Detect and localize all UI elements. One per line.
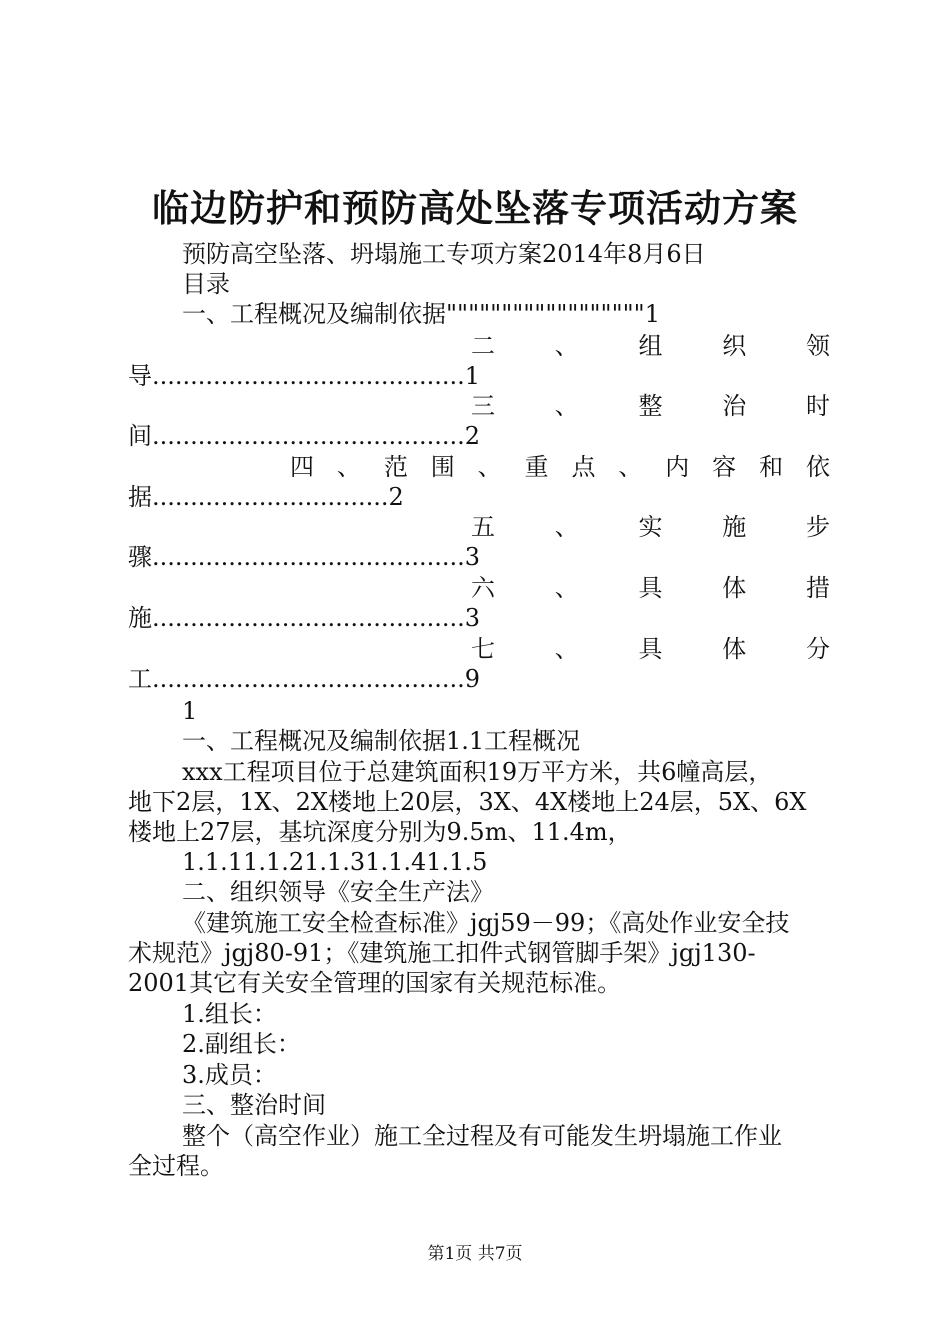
toc-char: 、 xyxy=(618,453,643,481)
toc-entry-4-head xyxy=(290,452,830,482)
toc-char: 体 xyxy=(722,574,747,602)
toc-char: 点 xyxy=(571,453,596,481)
toc-char: 、 xyxy=(554,392,579,420)
body-line: 1.1.11.1.21.1.31.1.41.1.5 xyxy=(182,848,488,876)
toc-entry-4-tail: 据...............................2 xyxy=(128,483,404,511)
toc-entry-3-head xyxy=(471,391,830,421)
toc-entry-7-head xyxy=(471,634,830,664)
toc-char: 三 xyxy=(471,392,495,420)
toc-entry-5-head xyxy=(471,512,830,542)
toc-char: 、 xyxy=(554,332,579,360)
body-line: 楼地上27层，基坑深度分别为9.5m、11.4m， xyxy=(128,818,632,846)
toc-char: 、 xyxy=(554,513,579,541)
toc-char: 、 xyxy=(336,453,361,481)
toc-char: 依 xyxy=(805,453,830,481)
body-line: 二、组织领导《安全生产法》 xyxy=(182,878,494,906)
toc-heading: 目录 xyxy=(182,270,230,298)
toc-char: 体 xyxy=(722,635,747,663)
document-title: 临边防护和预防高处坠落专项活动方案 xyxy=(152,186,798,230)
body-line: 2.副组长： xyxy=(182,1030,301,1058)
body-line: 整个（高空作业）施工全过程及有可能发生坍塌施工作业 xyxy=(182,1122,782,1150)
toc-char: 范 xyxy=(383,453,408,481)
page-footer: 第1页 共7页 xyxy=(427,1244,523,1264)
toc-char: 内 xyxy=(665,453,690,481)
toc-entry-5-tail: 骤.........................................3 xyxy=(128,543,481,571)
toc-char: 重 xyxy=(524,453,549,481)
body-line: 一、工程概况及编制依据1.1工程概况 xyxy=(182,727,581,755)
page-marker: 1 xyxy=(182,697,198,725)
body-line: 1.组长： xyxy=(182,1000,277,1028)
body-line: 2001其它有关安全管理的国家有关规范标准。 xyxy=(128,969,622,997)
body-line: xxx工程项目位于总建筑面积19万平方米，共6幢高层， xyxy=(182,758,773,786)
toc-entry-7-tail: 工.........................................9 xyxy=(128,665,481,693)
body-line: 地下2层，1X、2X楼地上20层，3X、4X楼地上24层，5X、6X xyxy=(128,788,807,816)
toc-char: 七 xyxy=(471,635,495,663)
toc-entry-3-tail: 间.........................................2 xyxy=(128,422,481,450)
toc-char: 实 xyxy=(638,513,663,541)
toc-char: 织 xyxy=(722,332,747,360)
body-line: 术规范》jgj80-91；《建筑施工扣件式钢管脚手架》jgj130- xyxy=(128,939,756,967)
toc-entry-6-tail: 施.........................................3 xyxy=(128,604,481,632)
toc-char: 分 xyxy=(806,635,830,663)
body-line: 全过程。 xyxy=(128,1152,224,1180)
toc-char: 六 xyxy=(471,574,495,602)
toc-char: 组 xyxy=(638,332,663,360)
body-line: 3.成员： xyxy=(182,1061,277,1089)
subtitle-line: 预防高空坠落、坍塌施工专项方案2014年8月6日 xyxy=(182,240,706,268)
toc-entry-1: 一、工程概况及编制依据""""""""""""""""""1 xyxy=(182,300,660,328)
toc-char: 步 xyxy=(806,513,830,541)
toc-char: 措 xyxy=(806,574,830,602)
toc-char: 施 xyxy=(722,513,747,541)
toc-char: 整 xyxy=(638,392,663,420)
toc-char: 四 xyxy=(290,453,314,481)
toc-entry-2-tail: 导.........................................1 xyxy=(128,362,481,390)
body-line: 《建筑施工安全检查标准》jgj59－99；《高处作业安全技 xyxy=(182,909,790,937)
toc-char: 二 xyxy=(471,332,495,360)
toc-char: 、 xyxy=(554,574,579,602)
toc-char: 具 xyxy=(638,635,663,663)
toc-char: 治 xyxy=(722,392,747,420)
toc-char: 和 xyxy=(759,453,784,481)
toc-entry-6-head xyxy=(471,573,830,603)
toc-entry-2-head xyxy=(471,331,830,361)
toc-char: 时 xyxy=(806,392,830,420)
toc-char: 围 xyxy=(430,453,455,481)
toc-char: 具 xyxy=(638,574,663,602)
toc-char: 、 xyxy=(554,635,579,663)
body-line: 三、整治时间 xyxy=(182,1091,326,1119)
toc-char: 容 xyxy=(712,453,737,481)
toc-char: 领 xyxy=(806,332,830,360)
toc-char: 、 xyxy=(477,453,502,481)
toc-char: 五 xyxy=(471,513,495,541)
